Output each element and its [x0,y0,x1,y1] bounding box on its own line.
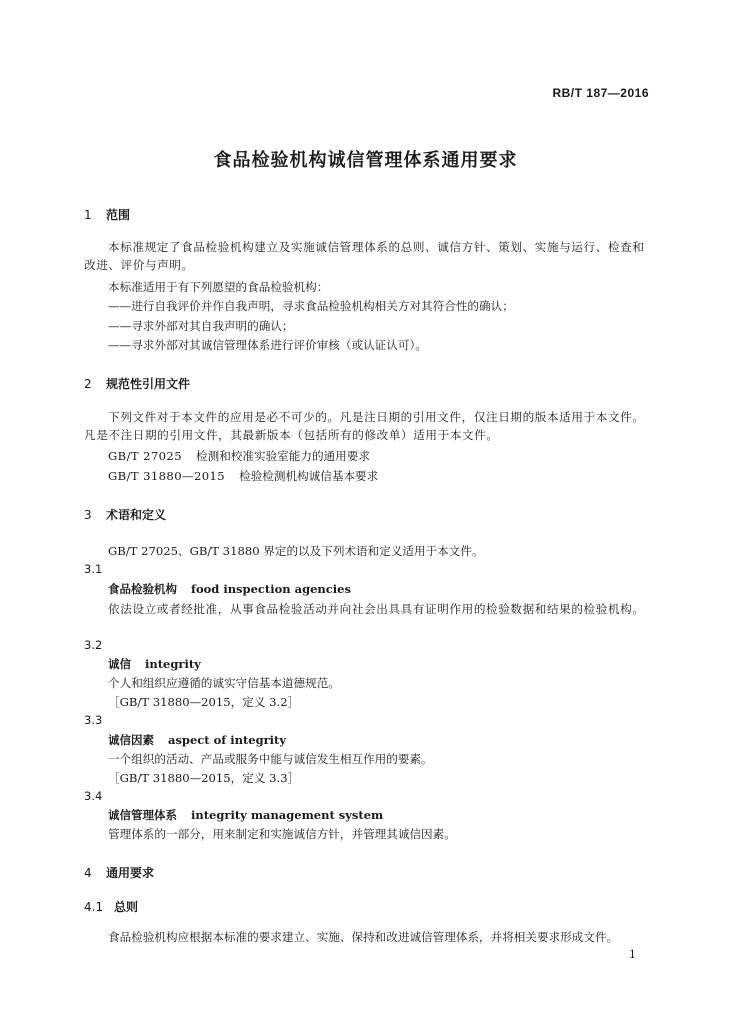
terms-intro: GB/T 27025、GB/T 31880 界定的以及下列术语和定义适用于本文件。 [108,544,484,558]
section-number: 2 [84,377,92,391]
term-definition: 一个组织的活动、产品或服务中能与诚信发生相互作用的要素。 [108,752,433,766]
section-number: 3 [84,508,92,522]
term-en: aspect of integrity [168,733,287,747]
term-definition: 个人和组织应遵循的诚实守信基本道德规范。 [108,676,340,690]
section-2-heading [84,375,190,392]
scope-paragraph: 本标准规定了食品检验机构建立及实施诚信管理体系的总则、诚信方针、策划、实施与运行、检查和改进、评价与声明。 [84,240,645,272]
general-requirements-paragraph: 食品检验机构应根据本标准的要求建立、实施、保持和改进诚信管理体系，并将相关要求形成文件。 [108,930,619,944]
term-definition: 依法设立或者经批准，从事食品检验活动并向社会出具具有证明作用的检验数据和结果的检验机构。 [108,602,645,616]
term-zh: 诚信 [108,657,131,671]
section-4-heading [84,864,154,881]
term-number: 3.4 [84,789,103,803]
section-title: 术语和定义 [106,508,167,522]
section-1-heading [84,206,130,223]
reference-item [108,468,378,485]
term-number: 3.2 [84,638,103,652]
term-heading [108,656,201,672]
section-number: 1 [84,208,92,222]
reference-code: GB/T 31880—2015 [108,469,226,483]
reference-item [108,448,370,465]
reference-code: GB/T 27025 [108,449,182,463]
term-en: food inspection agencies [191,582,351,596]
section-title: 规范性引用文件 [106,377,191,391]
section-title: 通用要求 [106,866,155,880]
standard-code: RB/T 187—2016 [552,86,649,100]
subsection-4-1-heading [84,898,138,915]
term-heading [108,807,383,823]
scope-applicability: 本标准适用于有下列愿望的食品检验机构： [108,280,329,294]
document-title: 食品检验机构诚信管理体系通用要求 [213,150,518,171]
section-number: 4 [84,866,92,880]
term-en: integrity management system [191,808,384,822]
term-source: ［GB/T 31880—2015，定义 3.3］ [108,771,300,785]
term-heading [108,732,286,748]
term-zh: 诚信因素 [108,733,154,747]
subsection-title: 总则 [114,900,139,914]
reference-title: 检验检测机构诚信基本要求 [239,469,379,483]
term-number: 3.1 [84,562,103,576]
scope-list-item: ——寻求外部对其诚信管理体系进行评价审核（或认证认可）。 [108,338,427,352]
term-source: ［GB/T 31880—2015，定义 3.2］ [108,695,300,709]
normative-references-paragraph: 下列文件对于本文件的应用是必不可少的。凡是注日期的引用文件，仅注日期的版本适用于本文件。凡是不注日期的引用文件，其最新版本（包括所有的修改单）适用于本文件。 [84,410,645,442]
subsection-number: 4.1 [84,900,104,914]
section-title: 范围 [106,208,131,222]
term-en: integrity [145,657,201,671]
scope-list-item: ——进行自我评价并作自我声明，寻求食品检验机构相关方对其符合性的确认； [108,299,514,313]
term-zh: 诚信管理体系 [108,808,177,822]
section-3-heading [84,506,166,523]
term-heading [108,581,351,597]
term-number: 3.3 [84,713,103,727]
term-definition: 管理体系的一部分，用来制定和实施诚信方针，并管理其诚信因素。 [108,827,456,841]
page-number: 1 [629,948,636,961]
reference-title: 检测和校准实验室能力的通用要求 [196,449,370,463]
term-zh: 食品检验机构 [108,582,177,596]
scope-list-item: ——寻求外部对其自我声明的确认； [108,319,294,333]
